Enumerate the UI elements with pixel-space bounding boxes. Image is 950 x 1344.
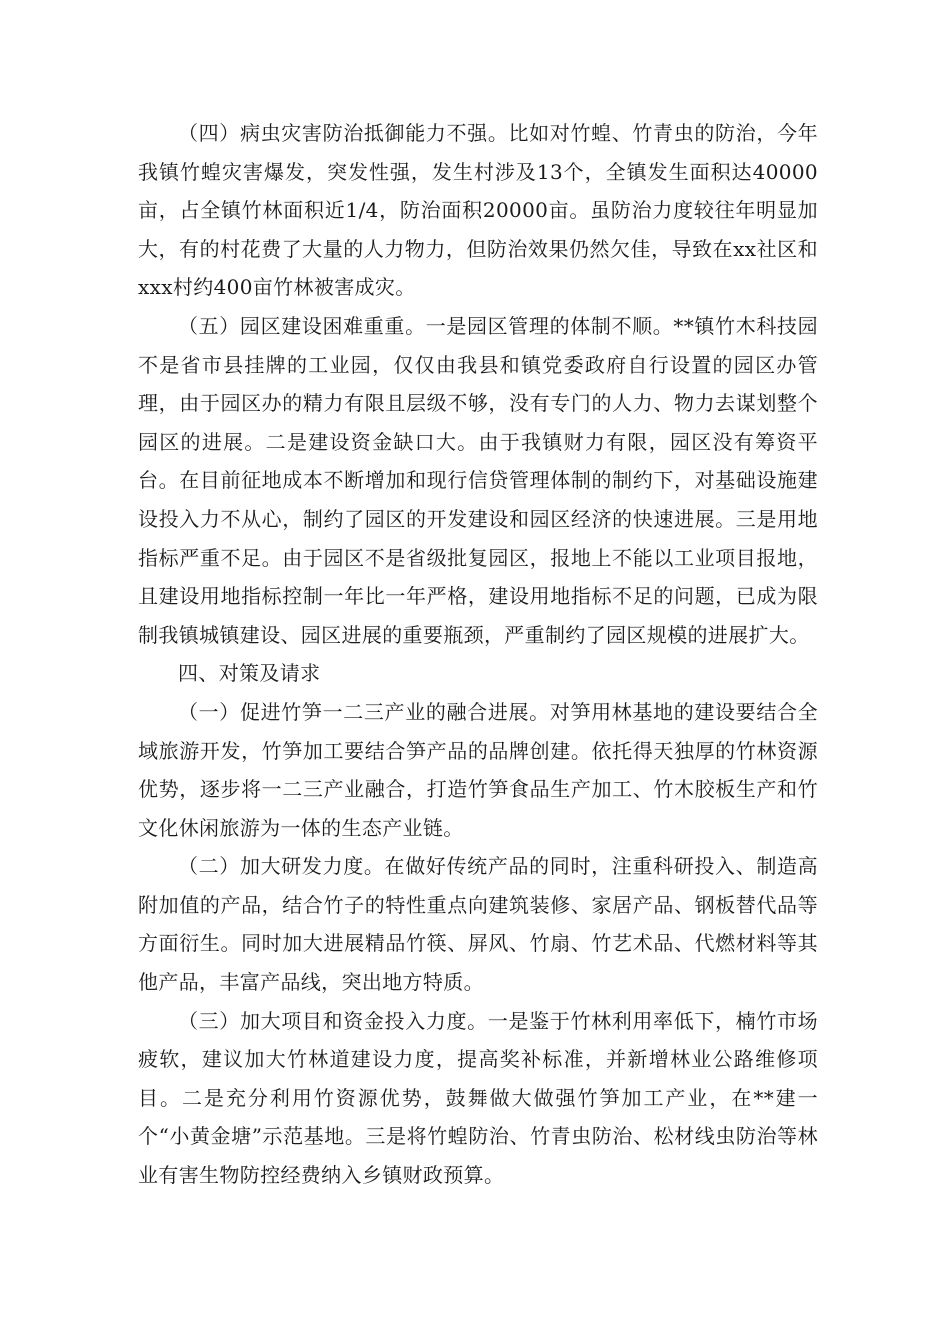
paragraph-project-funding: （三）加大项目和资金投入力度。一是鉴于竹林利用率低下，楠竹市场疲软，建议加大竹林道建设力度，提高奖补标准，并新增林业公路维修项目。二是充分利用竹资源优势，鼓舞做大做强竹笋加工产业，在**建一个“小黄金塘”示范基地。三是将竹蝗防治、竹青虫防治、松材线虫防治等林业有害生物防控经费纳入乡镇财政预算。: [138, 1008, 818, 1188]
document-body: [138, 114, 818, 1195]
paragraph-industry-integration: （一）促进竹笋一二三产业的融合进展。对笋用林基地的建设要结合全域旅游开发，竹笋加工要结合笋产品的品牌创建。依托得天独厚的竹林资源优势，逐步将一二三产业融合，打造竹笋食品生产加工、竹木胶板生产和竹文化休闲旅游为一体的生态产业链。: [138, 699, 818, 840]
paragraph-research-development: （二）加大研发力度。在做好传统产品的同时，注重科研投入、制造高附加值的产品，结合竹子的特性重点向建筑装修、家居产品、钢板替代品等方面衍生。同时加大进展精品竹筷、屏风、竹扇、竹艺术品、代燃材料等其他产品，丰富产品线，突出地方特质。: [138, 854, 818, 995]
paragraph-park-construction: （五）园区建设困难重重。一是园区管理的体制不顺。**镇竹木科技园不是省市县挂牌的工业园，仅仅由我县和镇党委政府自行设置的园区办管理，由于园区办的精力有限且层级不够，没有专门的人力、物力去谋划整个园区的进展。二是建设资金缺口大。由于我镇财力有限，园区没有筹资平台。在目前征地成本不断增加和现行信贷管理体制的制约下，对基础设施建设投入力不从心，制约了园区的开发建设和园区经济的快速进展。三是用地指标严重不足。由于园区不是省级批复园区，报地上不能以工业项目报地，且建设用地指标控制一年比一年严格，建设用地指标不足的问题，已成为限制我镇城镇建设、园区进展的重要瓶颈，严重制约了园区规模的进展扩大。: [138, 313, 818, 647]
paragraph-pest-control: （四）病虫灾害防治抵御能力不强。比如对竹蝗、竹青虫的防治，今年我镇竹蝗灾害爆发，突发性强，发生村涉及13个，全镇发生面积达40000亩，占全镇竹林面积近1/4，防治面积20000亩。虽防治力度较往年明显加大，有的村花费了大量的人力物力，但防治效果仍然欠佳，导致在xx社区和xxx村约400亩竹林被害成灾。: [138, 121, 818, 300]
section-heading-countermeasures: 四、对策及请求: [178, 661, 321, 686]
